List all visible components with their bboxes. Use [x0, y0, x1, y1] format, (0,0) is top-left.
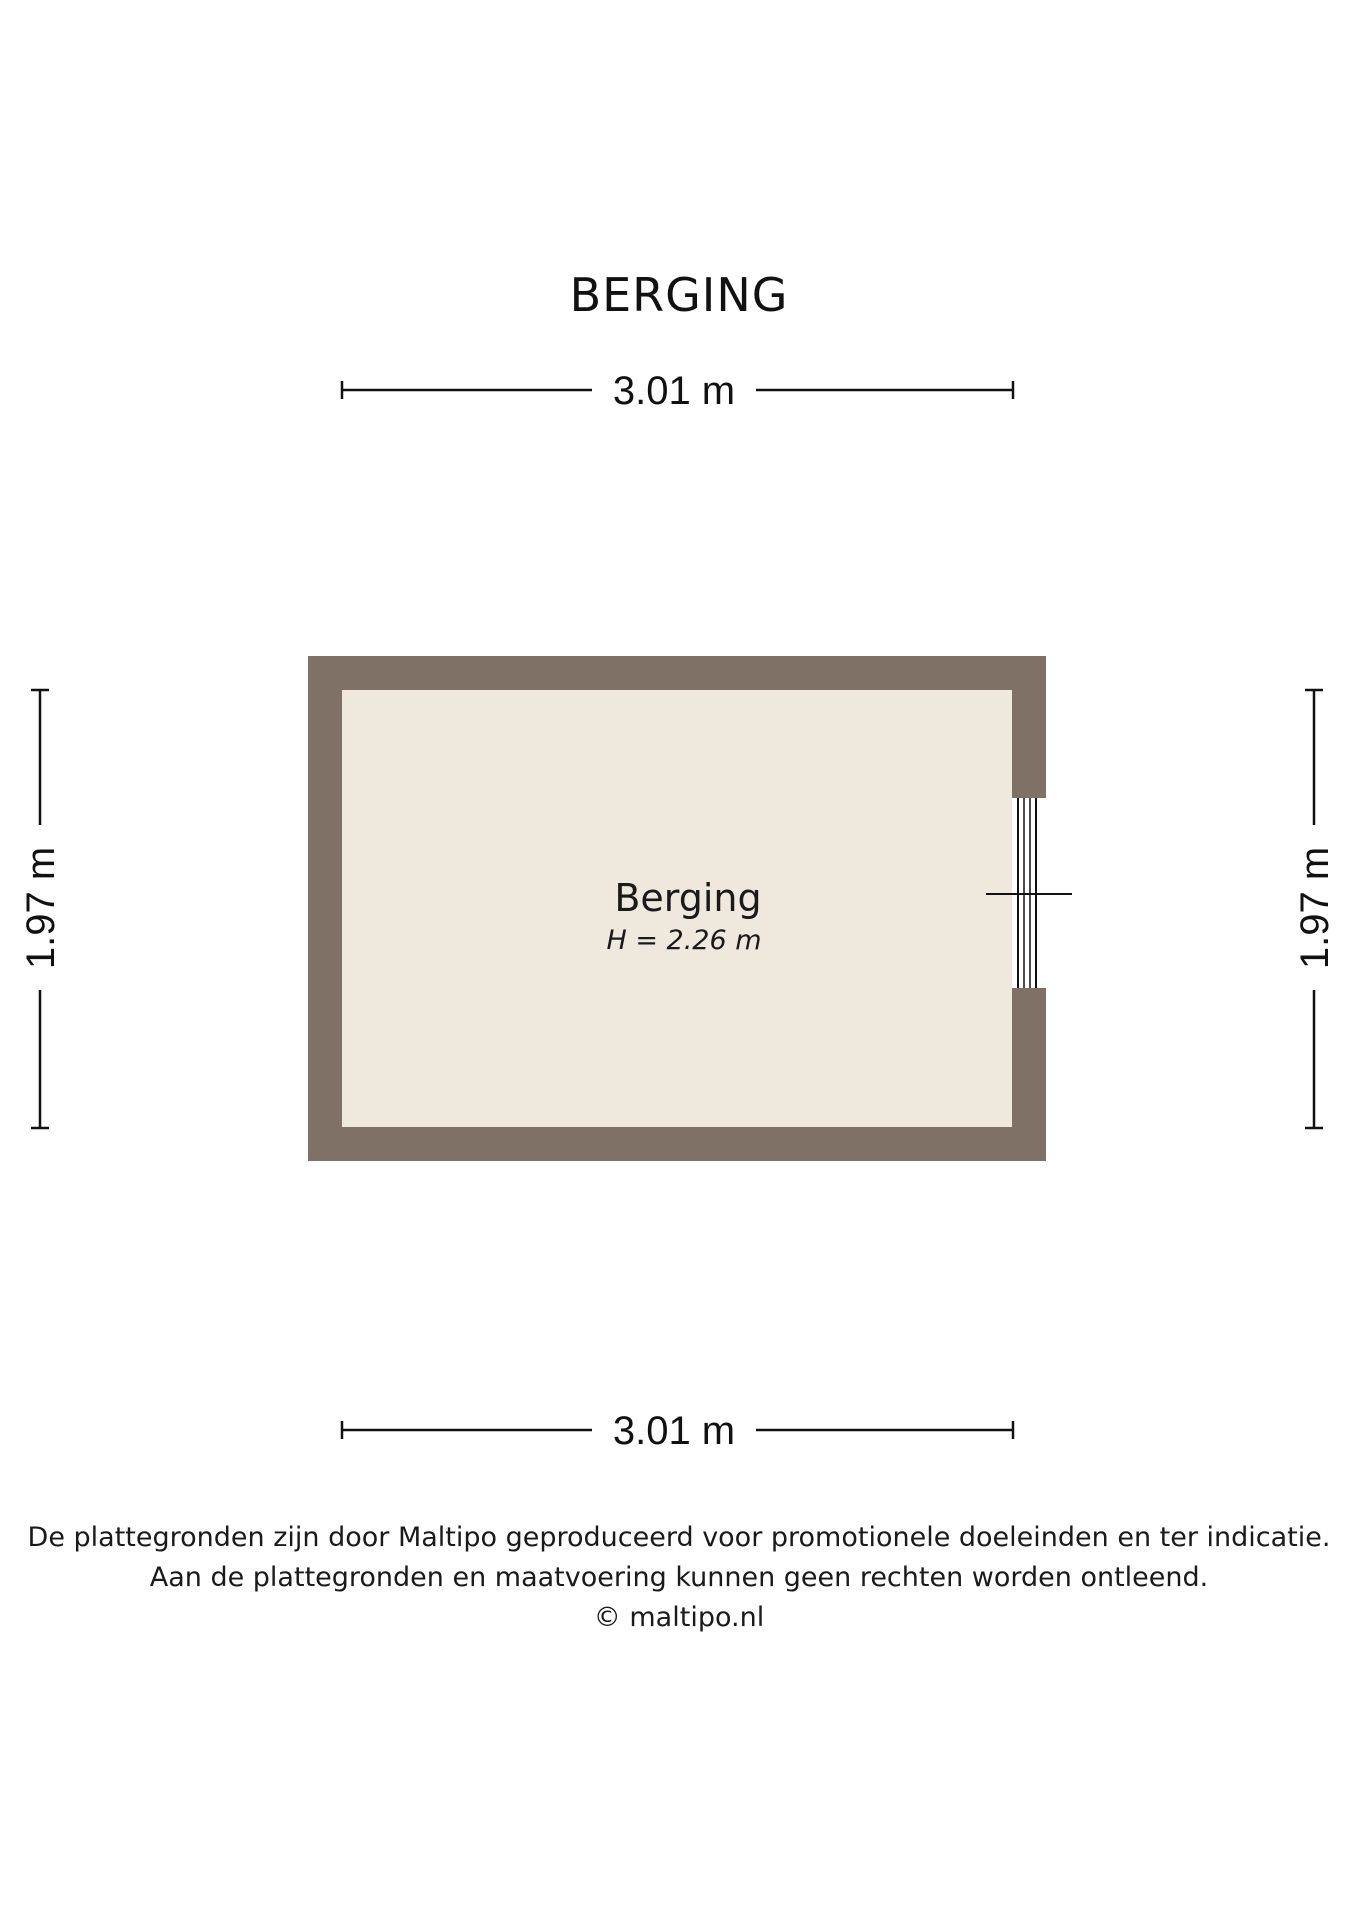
right-dimension	[1293, 690, 1337, 1128]
disclaimer-line-2: Aan de plattegronden en maatvoering kunnen geen rechten worden ontleend.	[149, 1562, 1209, 1593]
top-dimension	[342, 369, 1013, 413]
bottom-dimension-label: 3.01 m	[612, 1409, 736, 1453]
right-dimension-label: 1.97 m	[1293, 846, 1337, 970]
room-height-label: H = 2.26 m	[606, 925, 762, 956]
left-dimension	[19, 690, 63, 1128]
top-dimension-label: 3.01 m	[612, 369, 736, 413]
room-name-label: Berging	[614, 876, 762, 920]
disclaimer-line-1: De plattegronden zijn door Maltipo geproduceerd voor promotionele doeleinden en ter indicatie.	[27, 1522, 1331, 1553]
left-dimension-label: 1.97 m	[19, 846, 63, 970]
bottom-dimension	[342, 1409, 1013, 1453]
disclaimer	[0, 1518, 1358, 1638]
plan-title: BERGING	[569, 268, 789, 322]
disclaimer-copyright: © maltipo.nl	[593, 1602, 765, 1633]
